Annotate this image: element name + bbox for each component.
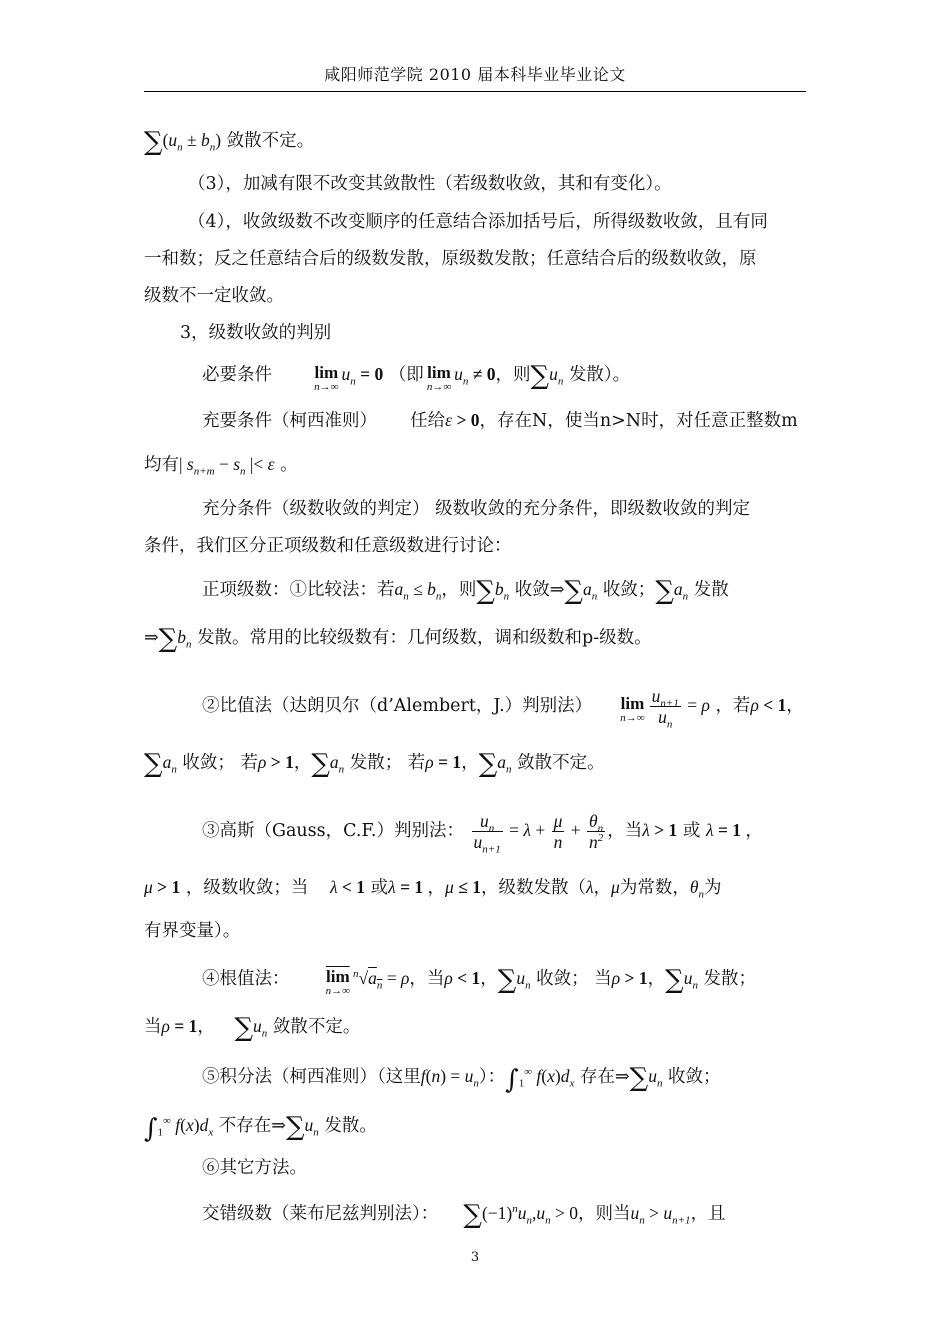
cauchy-criterion: 充要条件（柯西准则） 任给ε > 0，存在N，使当n>N时，对任意正整数m xyxy=(202,410,798,431)
gauss-test-cont: μ > 1 ，级数收敛；当 λ < 1 或λ = 1 ，μ ≤ 1，级数发散（λ，μ为常数，$\theta_n$为 xyxy=(144,877,722,901)
text-line-3: （4），收敛级数不改变顺序的任意结合添加括号后，所得级数收敛，且有同 xyxy=(188,212,768,232)
cauchy-criterion-cont: 均有| $s_{n+m} - s_n$ |< ε 。 xyxy=(144,454,298,478)
text-line-5: 级数不一定收敛。 xyxy=(144,286,284,306)
running-header: 咸阳师范学院 2010 届本科毕业毕业论文 xyxy=(324,65,626,84)
gauss-test-end: 有界变量）。 xyxy=(144,921,241,941)
text-line-1: $\sum(u_n \pm b_n)$ 敛散不定。 xyxy=(144,127,315,157)
necessary-condition: 必要条件 lim n→∞ $u_n = 0$ （即 lim n→∞ $u_n \ne 0$，则$\sum u_n$ 发散）。 xyxy=(202,361,631,393)
sufficient-heading: 充分条件（级数收敛的判定） 级数收敛的充分条件，即级数收敛的判定 xyxy=(202,499,751,519)
ratio-test: ②比值法（达朗贝尔（d’Alembert，J.）判别法） lim n→∞ $\frac{u_{n+1}}{u_n}$ = ρ ，若ρ < 1， xyxy=(202,686,804,731)
text-line-2: （3），加减有限不改变其敛散性（若级数收敛，其和有变化）。 xyxy=(188,174,672,194)
page-number: 3 xyxy=(470,1250,480,1265)
ratio-test-cont: $\sum a_n$ 收敛； 若ρ > 1，$\sum a_n$ 发散； 若ρ = 1，$\sum a_n$ 敛散不定。 xyxy=(144,749,605,779)
integral-test: ⑤积分法（柯西准则）（这里$f(n) = u_n$）：$\int_1^\infty$ $f(x)d_x$ 存在$\Rightarrow\sum u_n$ 收敛； xyxy=(202,1063,721,1095)
gauss-test: ③高斯（Gauss，C.F.）判别法： $\frac{u_n}{u_{n+1}}$ = λ + $\frac{\mu}{n}$ + $\frac{\theta_n}{n^2}$ ，当λ > 1 或 λ = 1 ， xyxy=(202,811,763,856)
comparison-test-cont: $\Rightarrow\sum b_n$ 发散。常用的比较级数有：几何级数，调和级数和p-级数。 xyxy=(144,624,652,654)
header-rule xyxy=(144,91,806,92)
root-test-cont: 当ρ = 1， $\sum u_n$ 敛散不定。 xyxy=(144,1013,361,1043)
integral-test-cont: $\int_1^\infty$ $f(x)d_x$ 不存在$\Rightarrow\sum u_n$ 发散。 xyxy=(144,1112,377,1144)
section-heading: 3，级数收敛的判别 xyxy=(180,323,332,343)
root-test: ④根值法： $\overline{lim}$ n→∞ $^n√a_n = \rho$，当ρ < 1，$\sum u_n$ 收敛； 当ρ > 1，$\sum u_n$ 发散； xyxy=(202,965,757,997)
comparison-test: 正项级数：①比较法：若$a_n \le b_n$，则$\sum b_n$ 收敛$\Rightarrow\sum a_n$ 收敛；$\sum a_n$ 发散 xyxy=(202,576,729,606)
alternating-series: 交错级数（莱布尼兹判别法）： $\sum(-1)^nu_n,u_n > 0$，则当$u_n > u_{n+1}$，且 xyxy=(202,1200,726,1230)
other-methods: ⑥其它方法。 xyxy=(202,1158,307,1178)
text-line-4: 一和数；反之任意结合后的级数发散，原级数发散；任意结合后的级数收敛，原 xyxy=(144,249,757,269)
sufficient-heading-cont: 条件，我们区分正项级数和任意级数进行讨论： xyxy=(144,536,512,556)
